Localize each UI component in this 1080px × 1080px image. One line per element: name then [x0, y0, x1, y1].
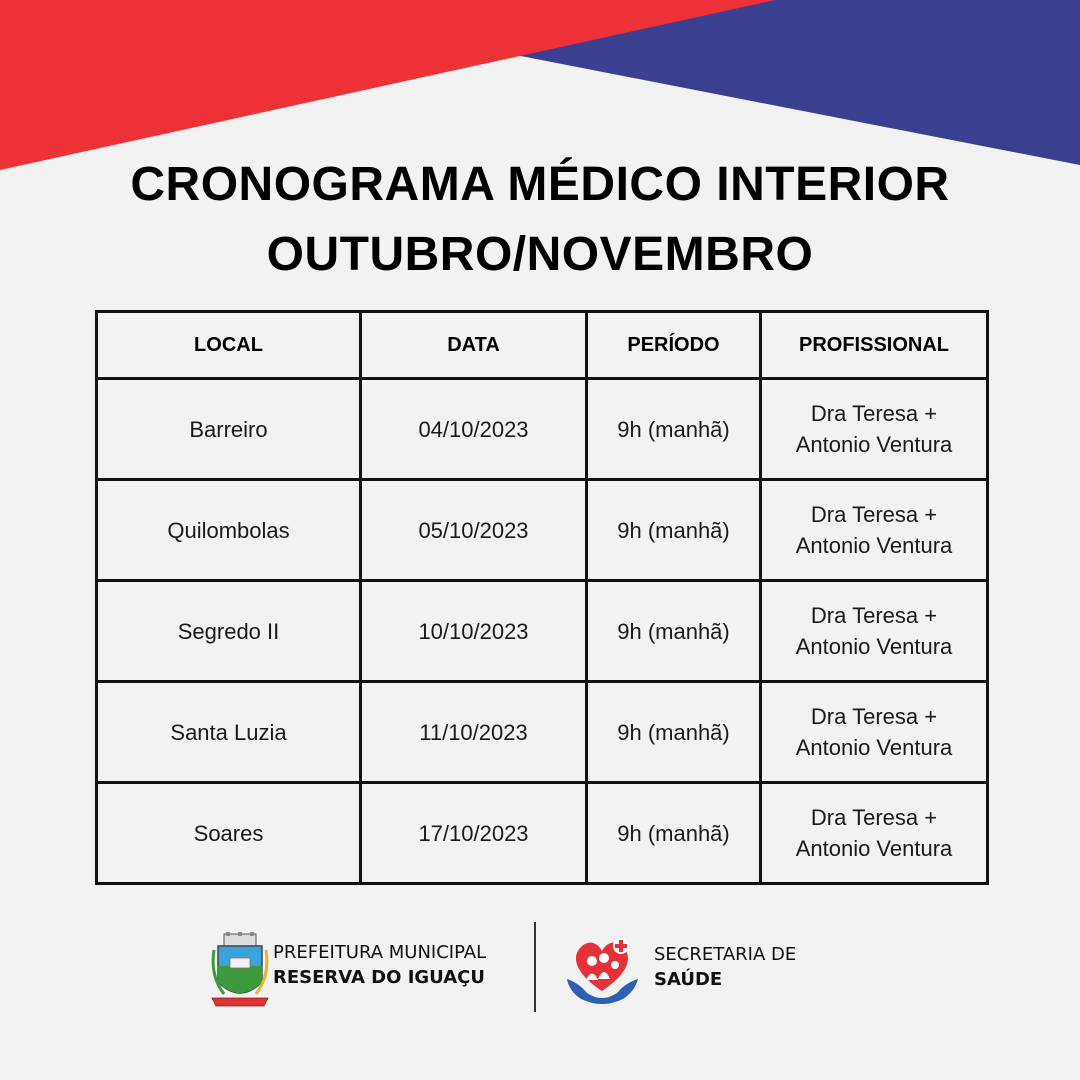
prefeitura-line-2: RESERVA DO IGUAÇU — [273, 967, 485, 988]
cell-periodo: 9h (manhã) — [587, 379, 761, 480]
cell-data: 10/10/2023 — [361, 581, 587, 682]
profissional-line-2: Antonio Ventura — [795, 533, 953, 558]
cell-data: 04/10/2023 — [361, 379, 587, 480]
cell-profissional — [761, 783, 988, 884]
title-line-2: OUTUBRO/NOVEMBRO — [266, 228, 814, 281]
banner-red-stripe — [0, 0, 775, 170]
table-header-row — [97, 312, 988, 379]
profissional-line-1: Dra Teresa + — [810, 401, 938, 426]
page-title — [0, 150, 1080, 290]
profissional-line-1: Dra Teresa + — [810, 502, 938, 527]
profissional-line-2: Antonio Ventura — [795, 634, 953, 659]
schedule-table — [95, 310, 989, 885]
cell-periodo: 9h (manhã) — [587, 682, 761, 783]
table-row — [97, 480, 988, 581]
table-row — [97, 379, 988, 480]
profissional-line-1: Dra Teresa + — [810, 805, 938, 830]
prefeitura-label — [273, 940, 486, 990]
table-row — [97, 783, 988, 884]
header-data: DATA — [361, 312, 587, 379]
footer — [0, 920, 1080, 1015]
cell-profissional — [761, 379, 988, 480]
cell-profissional — [761, 682, 988, 783]
cell-local: Segredo II — [97, 581, 361, 682]
secretaria-line-2: SAÚDE — [654, 969, 723, 990]
footer-divider — [534, 922, 536, 1012]
cell-local: Soares — [97, 783, 361, 884]
secretaria-label — [654, 942, 796, 992]
cell-local: Barreiro — [97, 379, 361, 480]
cell-profissional — [761, 581, 988, 682]
header-periodo: PERÍODO — [587, 312, 761, 379]
profissional-line-2: Antonio Ventura — [795, 432, 953, 457]
table-row — [97, 682, 988, 783]
cell-data: 11/10/2023 — [361, 682, 587, 783]
profissional-line-2: Antonio Ventura — [795, 735, 953, 760]
profissional-line-1: Dra Teresa + — [810, 704, 938, 729]
table-row — [97, 581, 988, 682]
cell-profissional — [761, 480, 988, 581]
municipal-crest-icon — [210, 932, 270, 1012]
cell-periodo: 9h (manhã) — [587, 480, 761, 581]
cell-periodo: 9h (manhã) — [587, 783, 761, 884]
cell-data: 17/10/2023 — [361, 783, 587, 884]
profissional-line-1: Dra Teresa + — [810, 603, 938, 628]
secretaria-line-1: SECRETARIA DE — [654, 944, 797, 965]
cell-local: Santa Luzia — [97, 682, 361, 783]
prefeitura-line-1: PREFEITURA MUNICIPAL — [273, 942, 487, 963]
profissional-line-2: Antonio Ventura — [795, 836, 953, 861]
header-local: LOCAL — [97, 312, 361, 379]
title-line-1: CRONOGRAMA MÉDICO INTERIOR — [130, 158, 950, 211]
cell-data: 05/10/2023 — [361, 480, 587, 581]
heart-family-hands-icon — [565, 935, 640, 1005]
cell-periodo: 9h (manhã) — [587, 581, 761, 682]
header-profissional: PROFISSIONAL — [761, 312, 988, 379]
cell-local: Quilombolas — [97, 480, 361, 581]
